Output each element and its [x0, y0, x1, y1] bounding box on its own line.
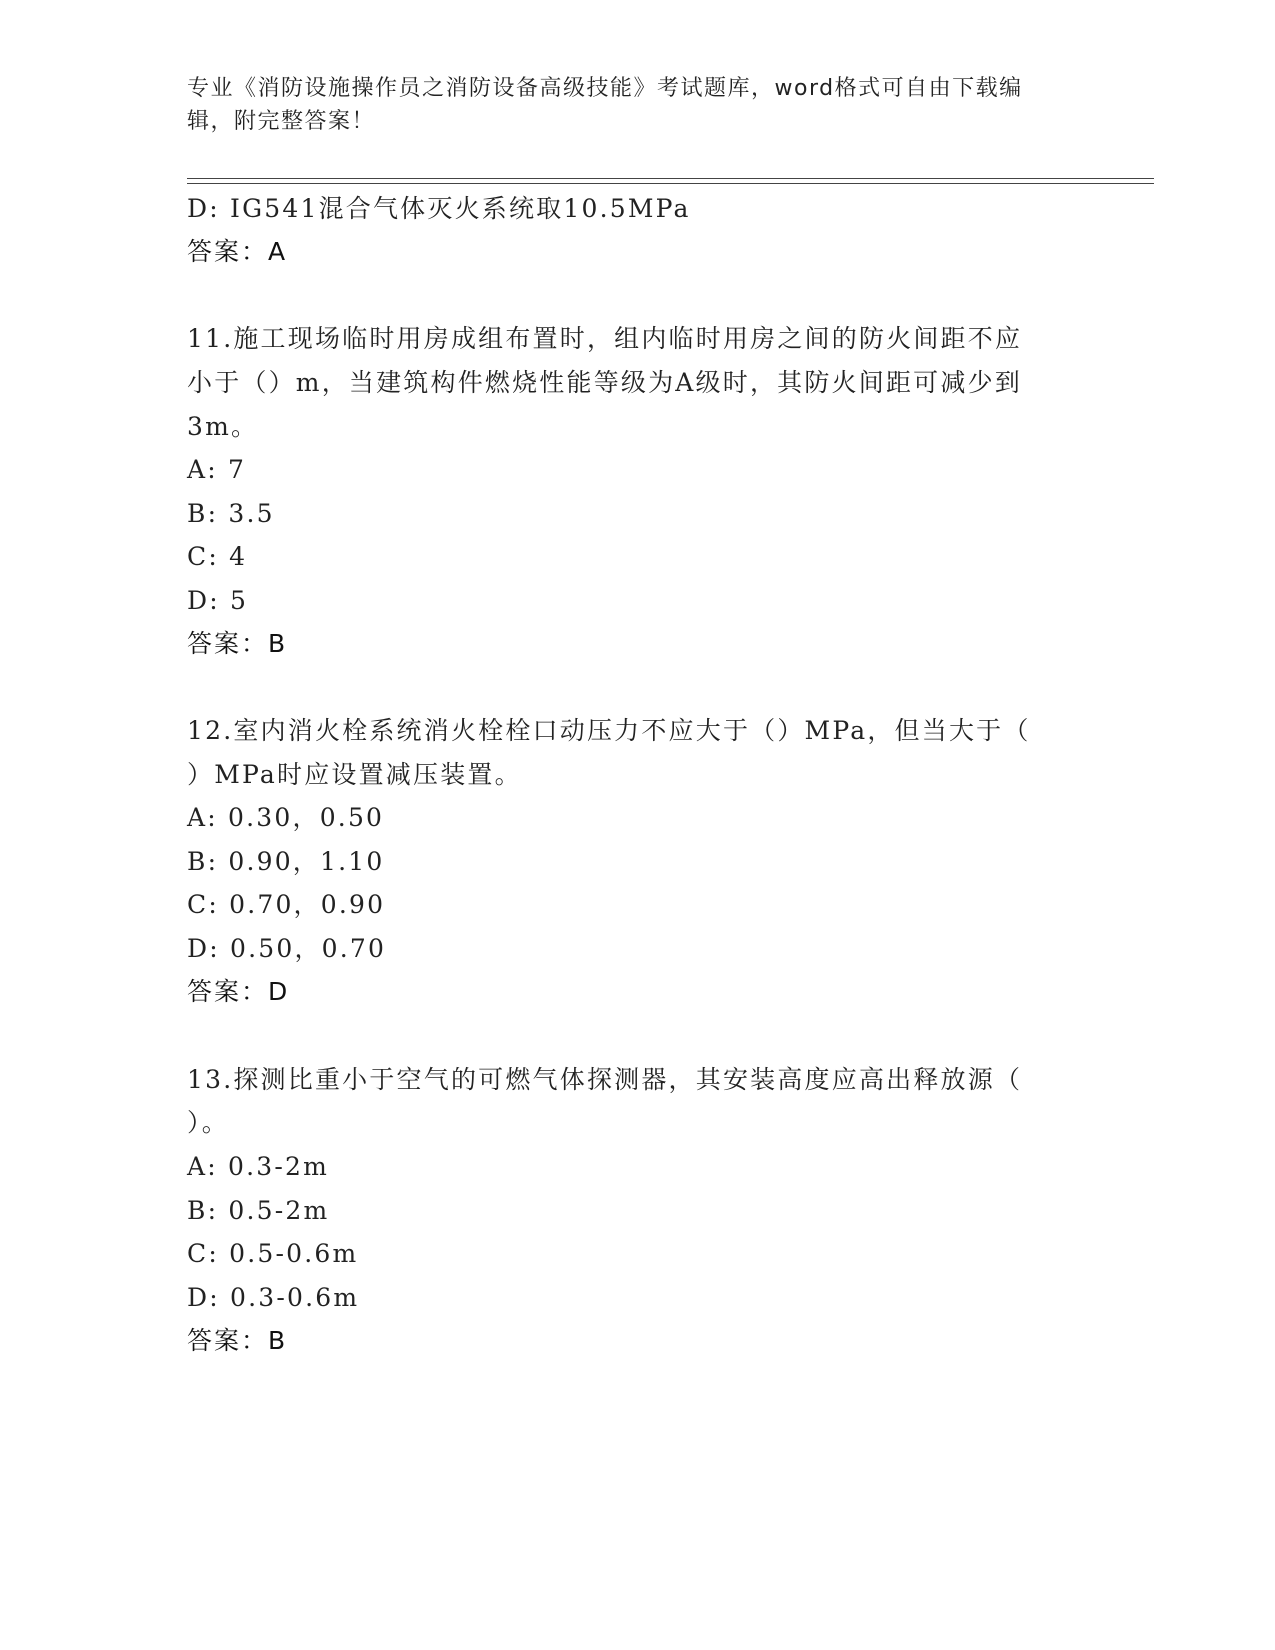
q11-stem-line-2: 小于（）m，当建筑构件燃烧性能等级为A级时，其防火间距可减少到: [187, 368, 1022, 397]
q11-option-d: D: 5: [187, 586, 249, 615]
q11-answer: 答案：B: [187, 629, 288, 658]
prev-option-d: D: IG541混合气体灭火系统取10.5MPa: [187, 194, 691, 223]
prev-answer: 答案：A: [187, 237, 288, 266]
q12-answer: 答案：D: [187, 977, 290, 1006]
q13-answer: 答案：B: [187, 1326, 288, 1355]
q12-option-d: D: 0.50，0.70: [187, 934, 387, 963]
q11-option-c: C: 4: [187, 542, 248, 571]
header-line-2: 辑，附完整答案！: [187, 109, 376, 134]
q13-option-c: C: 0.5-0.6m: [187, 1239, 359, 1268]
q12-option-a: A: 0.30，0.50: [187, 803, 385, 832]
q13-stem-line-1: 13.探测比重小于空气的可燃气体探测器，其安装高度应高出释放源（: [187, 1065, 1023, 1094]
q13-option-a: A: 0.3-2m: [187, 1152, 330, 1181]
q11-stem-line-3: 3m。: [187, 412, 259, 441]
q13-option-d: D: 0.3-0.6m: [187, 1283, 360, 1312]
q11-stem-line-1: 11.施工现场临时用房成组布置时，组内临时用房之间的防火间距不应: [187, 324, 1023, 353]
q13-stem-line-2: ）。: [187, 1108, 229, 1137]
header-line-1: 专业《消防设施操作员之消防设备高级技能》考试题库，word格式可自由下载编: [187, 76, 1023, 101]
q11-option-b: B: 3.5: [187, 499, 275, 528]
q13-option-b: B: 0.5-2m: [187, 1196, 330, 1225]
document-header: [187, 72, 1067, 138]
header-divider-top: [187, 178, 1154, 179]
q12-option-c: C: 0.70，0.90: [187, 890, 386, 919]
header-divider-bottom: [187, 183, 1154, 184]
q12-stem-line-1: 12.室内消火栓系统消火栓栓口动压力不应大于（）MPa，但当大于（: [187, 716, 1031, 745]
q12-option-b: B: 0.90，1.10: [187, 847, 385, 876]
q11-option-a: A: 7: [187, 455, 247, 484]
q12-stem-line-2: ）MPa时应设置减压装置。: [187, 760, 522, 789]
